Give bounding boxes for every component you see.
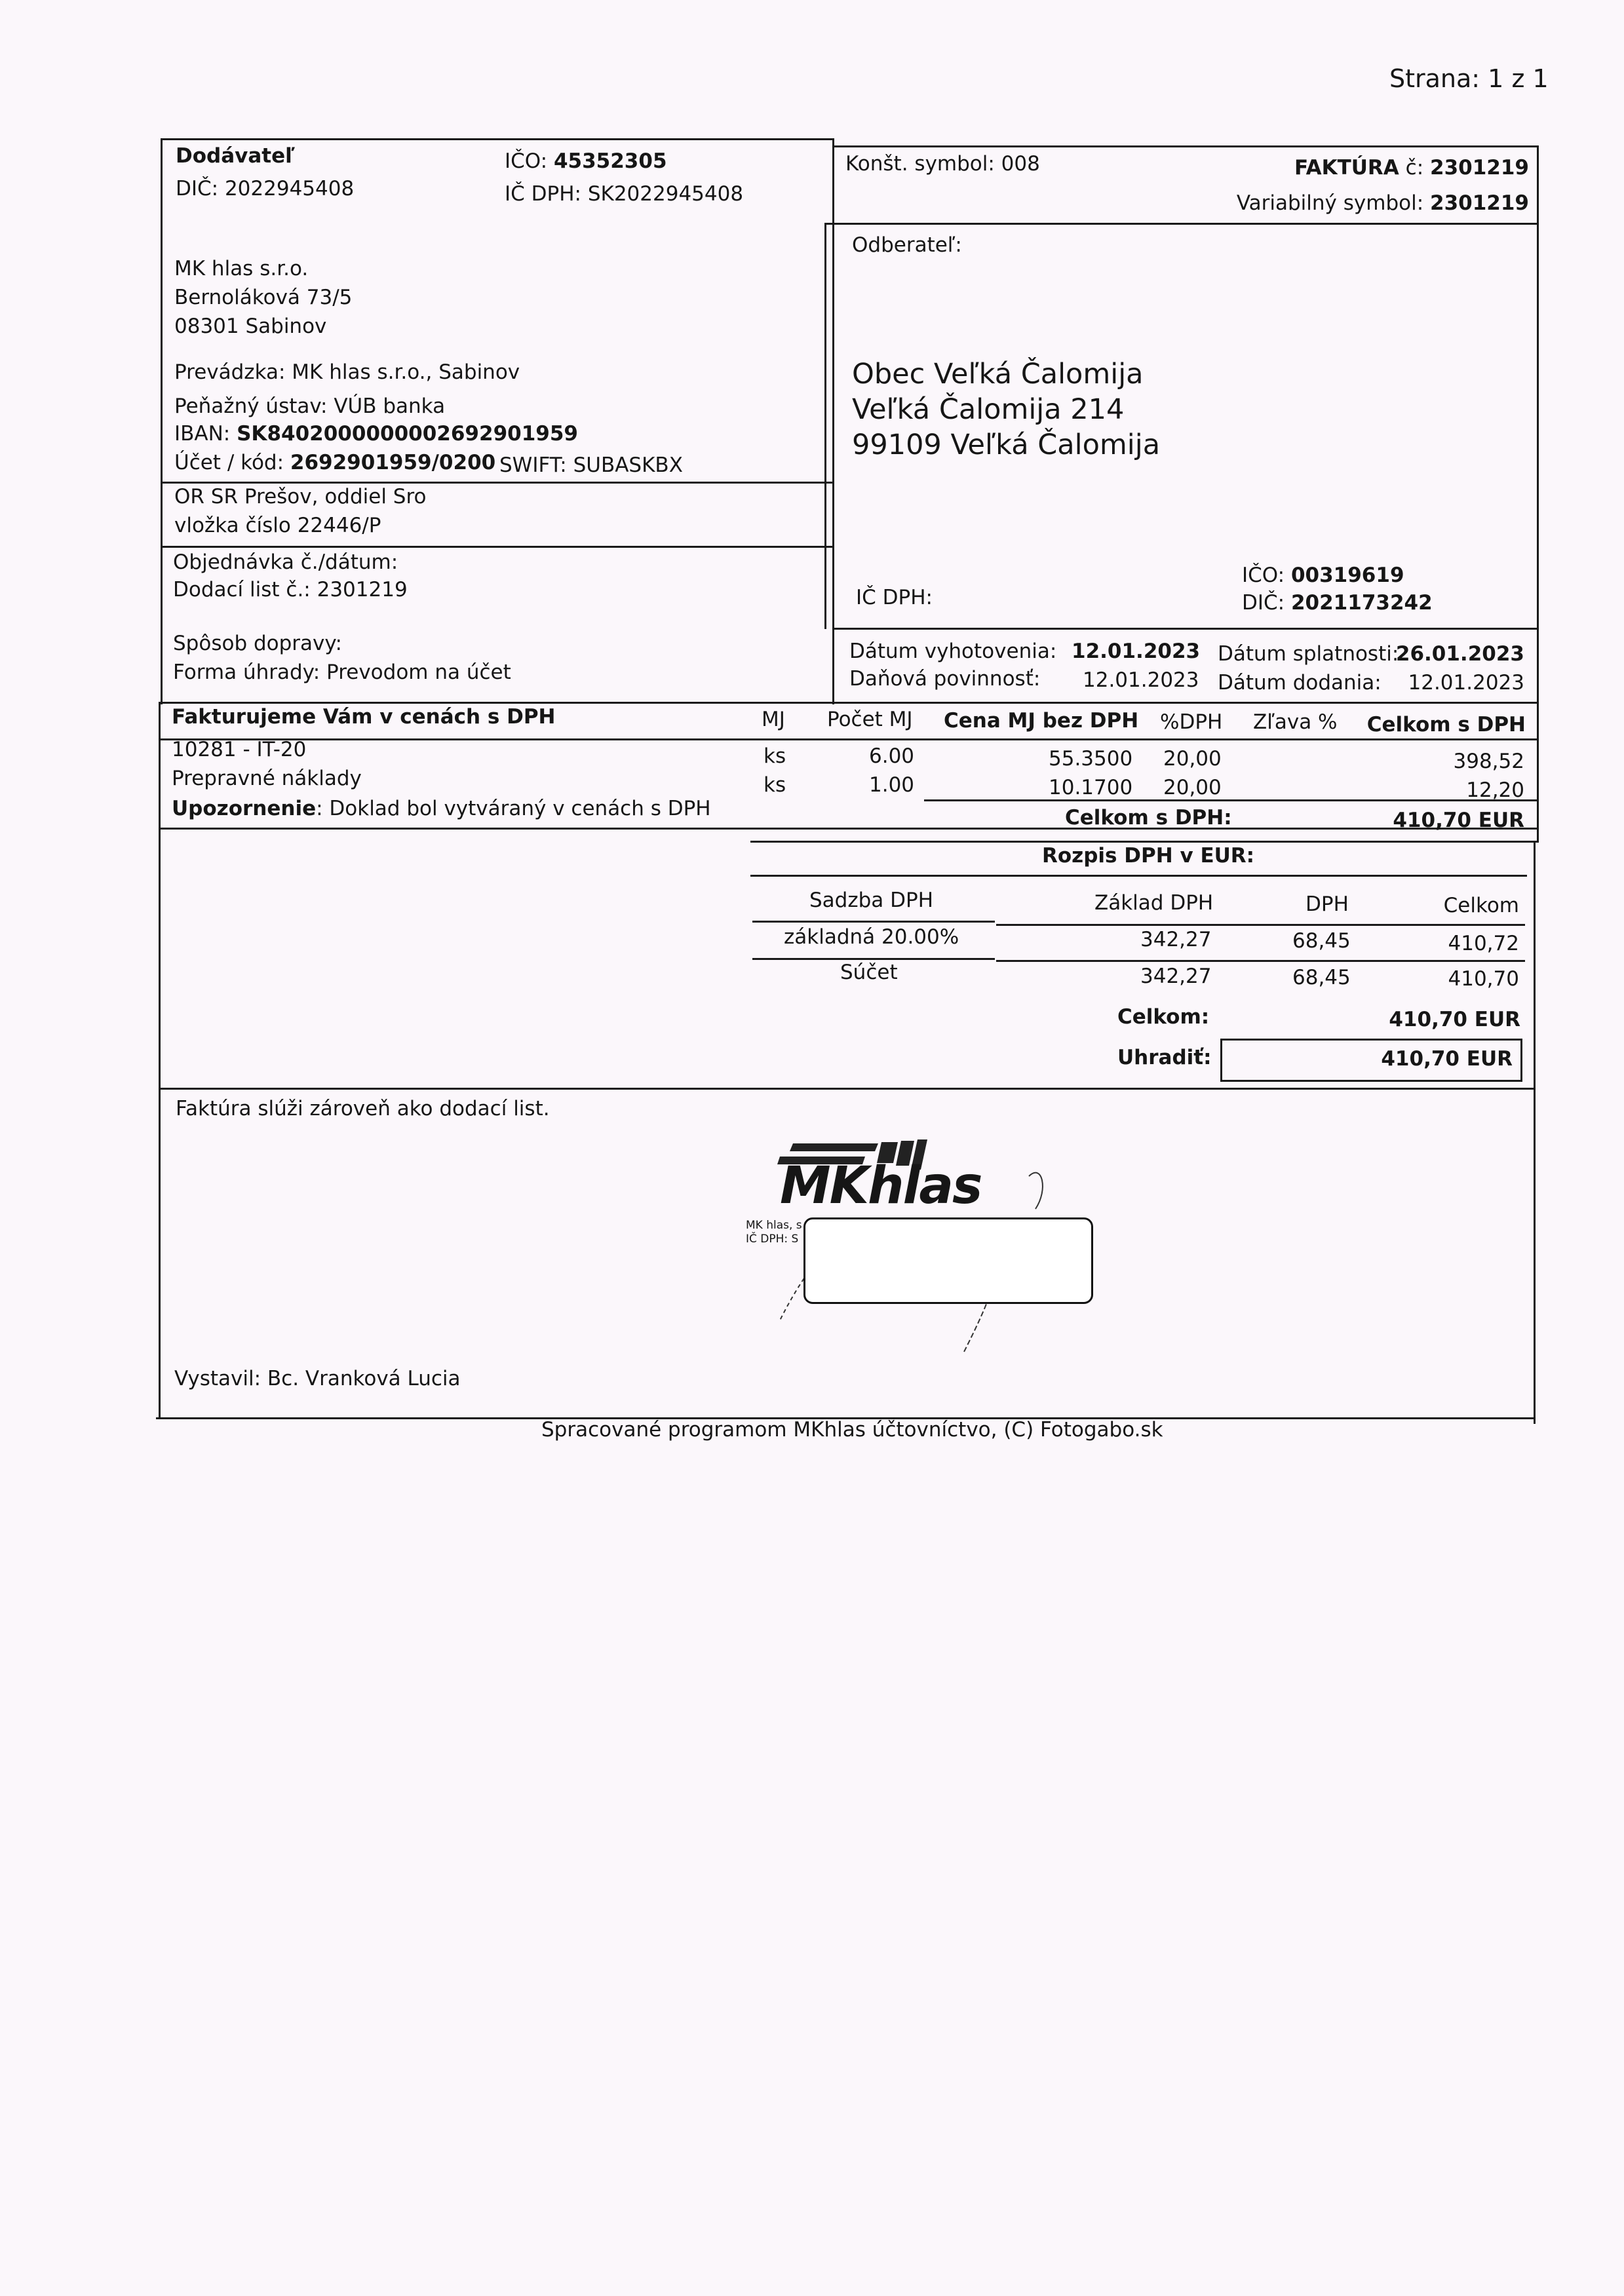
issued-by: Vystavil: Bc. Vranková Lucia xyxy=(174,1367,461,1390)
customer-ico: IČO: 00319619 xyxy=(1242,564,1404,587)
amount-due-label: Uhradiť: xyxy=(1117,1046,1212,1069)
customer-city: 99109 Veľká Čalomija xyxy=(852,429,1161,461)
tax-date: 12.01.2023 xyxy=(1083,668,1199,692)
frame-line xyxy=(159,702,1539,704)
page-number: Strana: 1 z 1 xyxy=(1389,64,1549,93)
delivery-date: 12.01.2023 xyxy=(1408,671,1524,695)
item-mj: ks xyxy=(764,744,786,768)
item-qty: 6.00 xyxy=(869,744,915,768)
items-header-qty: Počet MJ xyxy=(827,708,913,731)
supplier-iban: IBAN: SK8402000000002692901959 xyxy=(174,422,578,446)
vat-rate: základná 20.00% xyxy=(784,925,959,949)
redacted-signature-box xyxy=(803,1217,1093,1304)
item-price: 10.1700 xyxy=(1049,776,1133,799)
items-header-discount: Zľava % xyxy=(1253,710,1338,734)
frame-line xyxy=(824,223,1539,225)
item-mj: ks xyxy=(764,773,786,797)
stamp-logo-text: MKhlas xyxy=(780,1157,982,1215)
frame-line xyxy=(752,921,995,923)
supplier-bank: Peňažný ústav: VÚB banka xyxy=(174,394,446,418)
order-label: Objednávka č./dátum: xyxy=(173,550,398,574)
vat-sum-base: 342,27 xyxy=(1140,965,1212,988)
item-total: 12,20 xyxy=(1466,778,1524,802)
vat-header-vat: DPH xyxy=(1305,892,1349,916)
supplier-ico: IČO: 45352305 xyxy=(505,149,667,173)
invoice-number: FAKTÚRA č: 2301219 xyxy=(1294,156,1529,180)
vat-amount: 68,45 xyxy=(1292,929,1351,953)
frame-line xyxy=(832,145,1538,147)
constant-symbol: Konšt. symbol: 008 xyxy=(845,152,1040,176)
item-desc: Prepravné náklady xyxy=(172,767,362,790)
frame-line xyxy=(750,875,1527,877)
frame-line xyxy=(159,702,161,1418)
item-qty: 1.00 xyxy=(869,773,915,797)
frame-line xyxy=(832,628,1539,630)
supplier-dic: DIČ: 2022945408 xyxy=(176,177,355,201)
frame-line xyxy=(750,841,1539,843)
item-total: 398,52 xyxy=(1453,750,1524,773)
supplier-street: Bernoláková 73/5 xyxy=(174,286,353,309)
item-price: 55.3500 xyxy=(1049,747,1133,771)
vat-base: 342,27 xyxy=(1140,928,1212,951)
frame-line xyxy=(996,924,1525,926)
customer-dic: DIČ: 2021173242 xyxy=(1242,591,1433,615)
delivery-date-label: Dátum dodania: xyxy=(1218,671,1382,695)
items-note: Upozornenie: Doklad bol vytváraný v cenách s DPH xyxy=(172,797,711,820)
transport-method: Spôsob dopravy: xyxy=(173,632,342,655)
vat-total: 410,72 xyxy=(1448,932,1519,955)
frame-line xyxy=(1534,841,1536,1424)
grand-total-value: 410,70 EUR xyxy=(1389,1008,1520,1031)
supplier-city: 08301 Sabinov xyxy=(174,315,327,338)
frame-line xyxy=(161,138,832,140)
customer-heading: Odberateľ: xyxy=(852,233,962,257)
supplier-register-1: OR SR Prešov, oddiel Sro xyxy=(174,485,427,508)
stamp-text-line: MK hlas, s xyxy=(746,1219,802,1232)
vat-breakdown-title: Rozpis DPH v EUR: xyxy=(1042,844,1255,868)
customer-name: Obec Veľká Čalomija xyxy=(852,358,1144,391)
frame-line xyxy=(161,546,832,548)
items-header-total: Celkom s DPH xyxy=(1366,713,1526,737)
vat-header-rate: Sadzba DPH xyxy=(809,889,934,912)
supplier-icdph: IČ DPH: SK2022945408 xyxy=(505,182,744,206)
customer-icdph: IČ DPH: xyxy=(856,586,933,609)
items-header-desc: Fakturujeme Vám v cenách s DPH xyxy=(172,705,556,729)
supplier-swift: SWIFT: SUBASKBX xyxy=(499,453,683,477)
frame-line xyxy=(1537,628,1539,841)
frame-line xyxy=(996,960,1525,962)
due-date-label: Dátum splatnosti: xyxy=(1218,642,1399,666)
supplier-heading: Dodávateľ xyxy=(176,144,295,168)
frame-line xyxy=(1537,145,1539,224)
items-total-value: 410,70 EUR xyxy=(1393,809,1524,832)
footer-note: Faktúra slúži zároveň ako dodací list. xyxy=(176,1097,550,1120)
customer-street: Veľká Čalomija 214 xyxy=(852,393,1125,426)
frame-line xyxy=(159,738,1539,740)
vat-sum-vat: 68,45 xyxy=(1292,966,1351,989)
software-credit: Spracované programom MKhlas účtovníctvo, (C) Fotogabo.sk xyxy=(541,1418,1163,1442)
supplier-name: MK hlas s.r.o. xyxy=(174,257,309,280)
delivery-note: Dodací list č.: 2301219 xyxy=(173,578,408,602)
item-vat: 20,00 xyxy=(1163,747,1222,771)
supplier-account: Účet / kód: 2692901959/0200 xyxy=(174,451,496,474)
vat-sum-total: 410,70 xyxy=(1448,967,1519,991)
items-total-label: Celkom s DPH: xyxy=(1065,806,1232,830)
due-date: 26.01.2023 xyxy=(1395,642,1524,666)
items-header-vat: %DPH xyxy=(1160,710,1223,734)
frame-line xyxy=(159,1088,1534,1090)
stamp-text-line: IČ DPH: S xyxy=(746,1233,799,1246)
variable-symbol: Variabilný symbol: 2301219 xyxy=(1236,191,1529,215)
frame-line xyxy=(752,958,995,960)
amount-due-value: 410,70 EUR xyxy=(1381,1047,1513,1071)
supplier-register-2: vložka číslo 22446/P xyxy=(174,514,381,537)
issue-date: 12.01.2023 xyxy=(1072,640,1201,663)
supplier-prevadzka: Prevádzka: MK hlas s.r.o., Sabinov xyxy=(174,360,520,384)
vat-header-total: Celkom xyxy=(1443,894,1519,917)
frame-line xyxy=(159,828,1539,830)
issue-date-label: Dátum vyhotovenia: xyxy=(849,640,1057,663)
vat-sum-label: Súčet xyxy=(840,961,898,984)
frame-line xyxy=(161,482,832,484)
tax-date-label: Daňová povinnosť: xyxy=(849,667,1041,691)
frame-line xyxy=(924,799,1539,801)
vat-header-base: Základ DPH xyxy=(1094,891,1214,915)
grand-total-label: Celkom: xyxy=(1117,1005,1210,1029)
payment-method: Forma úhrady: Prevodom na účet xyxy=(173,660,511,684)
items-header-price: Cena MJ bez DPH xyxy=(944,709,1139,733)
item-vat: 20,00 xyxy=(1163,776,1222,799)
frame-line xyxy=(161,138,163,704)
item-desc: 10281 - IT-20 xyxy=(172,738,307,761)
frame-line xyxy=(1537,223,1539,629)
frame-line xyxy=(824,223,826,629)
items-header-mj: MJ xyxy=(762,708,785,731)
